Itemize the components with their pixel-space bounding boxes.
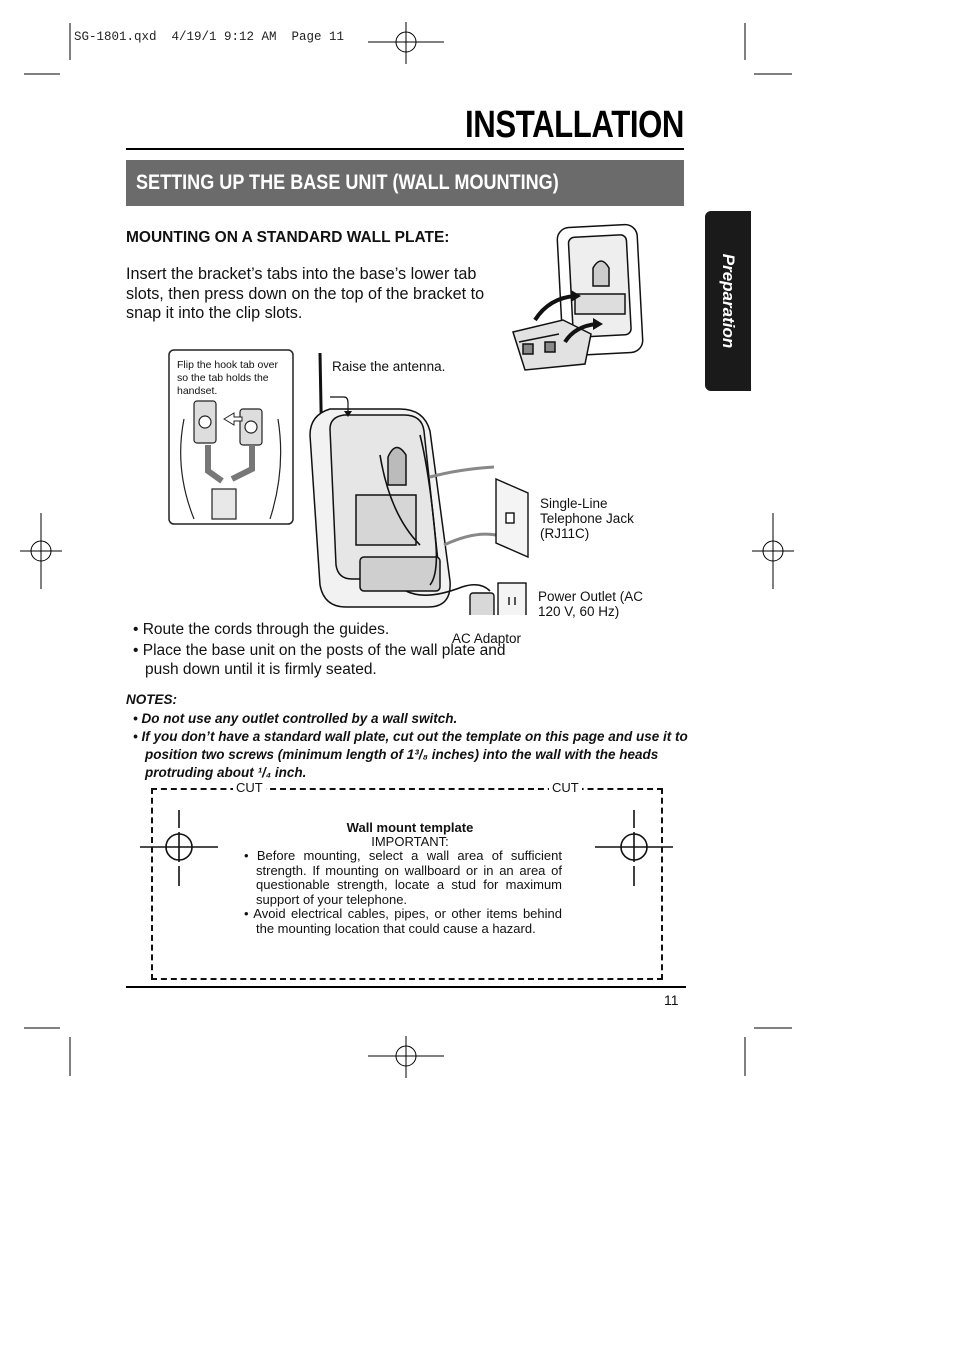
bullet-item: • Place the base unit on the posts of the wall plate and push down until it is firmly seated. xyxy=(133,642,506,678)
base-unit-illustration xyxy=(300,345,550,615)
side-tab xyxy=(705,211,751,391)
bullet-item: • Route the cords through the guides. xyxy=(133,621,390,638)
antenna-label: Raise the antenna. xyxy=(332,359,446,374)
bottom-rule xyxy=(126,986,686,988)
bullet-list xyxy=(133,620,513,679)
notes-heading: NOTES: xyxy=(126,692,178,707)
section-banner xyxy=(126,160,684,206)
outlet-label: Power Outlet (AC 120 V, 60 Hz) xyxy=(538,589,644,619)
print-slug: SG-1801.qxd 4/19/1 9:12 AM Page 11 xyxy=(74,30,345,44)
intro-paragraph: Insert the bracket’s tabs into the base’s lower tab slots, then press down on the top of the bracket to snap it into the clip slots. xyxy=(126,265,485,322)
template-instructions xyxy=(244,849,562,937)
template-important: IMPORTANT: xyxy=(371,834,449,849)
side-tab-label: Preparation xyxy=(719,253,738,349)
adaptor-label: AC Adaptor xyxy=(452,631,522,646)
notes-list xyxy=(133,710,693,782)
cut-label-right: CUT xyxy=(549,780,582,795)
page-number: 11 xyxy=(664,992,679,1008)
page-title: INSTALLATION xyxy=(465,104,684,146)
cut-label-left: CUT xyxy=(233,780,266,795)
title-rule xyxy=(126,148,684,150)
note-item: • If you don’t have a standard wall plate, cut out the template on this page and use it to position two screws (minimum length of 1³/₈ inches) into the wall with the heads protruding about ¹/₄ inch. xyxy=(133,729,688,780)
note-item: • Do not use any outlet controlled by a wall switch. xyxy=(133,711,458,726)
template-item: • Before mounting, select a wall area of sufficient strength. If mounting on wallboard or in an area of questionable strength, locate a stud for maximum support of your telephone. xyxy=(244,848,562,907)
jack-label: Single-Line Telephone Jack (RJ11C) xyxy=(540,496,634,541)
hook-tab-label: Flip the hook tab over so the tab holds the handset. xyxy=(177,359,278,397)
template-title: Wall mount template xyxy=(346,820,474,835)
section-banner-label: SETTING UP THE BASE UNIT (WALL MOUNTING) xyxy=(136,171,559,194)
subheading: MOUNTING ON A STANDARD WALL PLATE: xyxy=(126,229,450,246)
template-item: • Avoid electrical cables, pipes, or other items behind the mounting location that could cause a hazard. xyxy=(244,906,562,936)
